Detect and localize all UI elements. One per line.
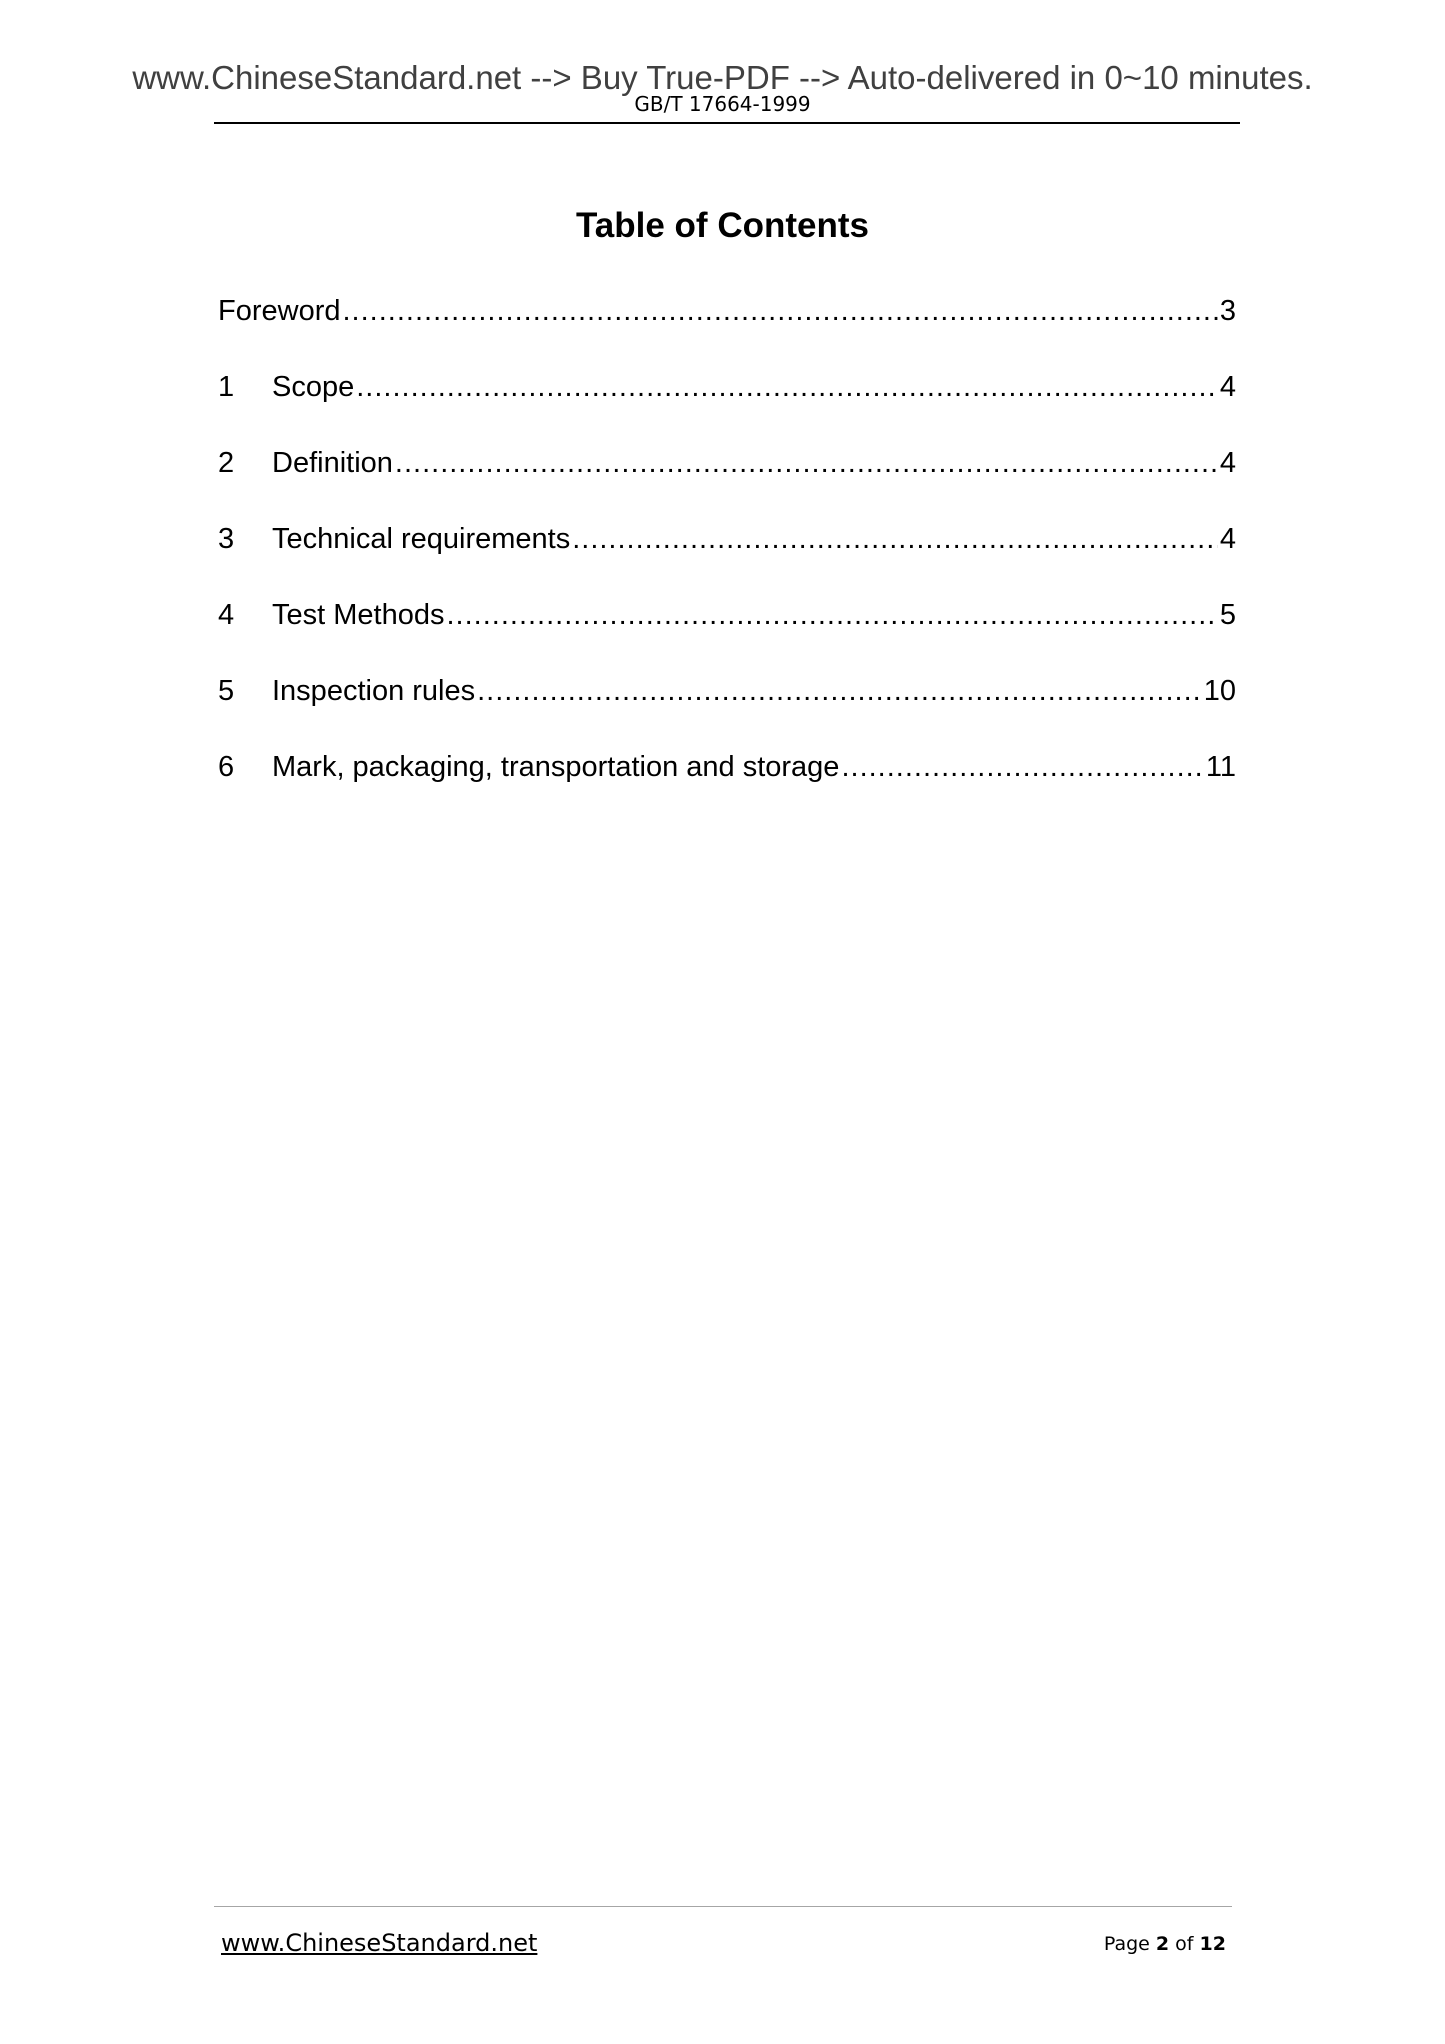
toc-entry-number: 2 <box>218 447 235 479</box>
toc-entry-page: 11 <box>1205 751 1236 783</box>
toc-entry-label: Scope <box>272 371 355 403</box>
toc-title: Table of Contents <box>576 206 869 245</box>
total-pages-number: 12 <box>1199 1933 1226 1955</box>
footer-site-link[interactable]: www.ChineseStandard.net <box>221 1929 538 1957</box>
toc-dot-leader <box>446 595 1217 635</box>
toc-entry-label: Test Methods <box>272 599 445 631</box>
current-page-number: 2 <box>1155 1933 1170 1955</box>
toc-entry-number: 1 <box>218 371 235 403</box>
toc-entry-label: Inspection rules <box>272 675 476 707</box>
page-indicator <box>1104 1932 1226 1956</box>
toc-dot-leader <box>841 747 1203 787</box>
toc-entry-label: Technical requirements <box>272 523 571 555</box>
toc-dot-leader <box>477 671 1202 711</box>
toc-entry-number: 6 <box>218 751 235 783</box>
toc-entry-page: 4 <box>1219 523 1236 555</box>
toc-entry-page: 4 <box>1219 447 1236 479</box>
toc-entry-inspection-rules[interactable] <box>218 671 1236 747</box>
toc-dot-leader <box>356 367 1218 407</box>
toc-entry-number: 4 <box>218 599 235 631</box>
toc-entry-technical-requirements[interactable] <box>218 519 1236 595</box>
toc-entry-page: 3 <box>1219 295 1236 327</box>
toc-entry-label: Foreword <box>218 295 341 327</box>
toc-dot-leader <box>395 443 1218 483</box>
toc-entry-number: 3 <box>218 523 235 555</box>
toc-entry-label: Definition <box>272 447 393 479</box>
header-divider <box>214 122 1240 124</box>
toc-entry-definition[interactable] <box>218 443 1236 519</box>
toc-dot-leader <box>572 519 1218 559</box>
toc-entry-scope[interactable] <box>218 367 1236 443</box>
toc-dot-leader <box>343 291 1218 331</box>
table-of-contents <box>218 291 1236 823</box>
toc-entry-foreword[interactable] <box>218 291 1236 367</box>
header-banner: www.ChineseStandard.net --> Buy True-PDF --> Auto-delivered in 0~10 minutes. <box>132 59 1313 96</box>
toc-entry-page: 5 <box>1219 599 1236 631</box>
toc-entry-label: Mark, packaging, transportation and storage <box>272 751 840 783</box>
toc-entry-page: 4 <box>1219 371 1236 403</box>
toc-entry-number: 5 <box>218 675 235 707</box>
standard-code: GB/T 17664-1999 <box>634 92 811 116</box>
toc-entry-mark-packaging[interactable] <box>218 747 1236 823</box>
of-word: of <box>1175 1933 1194 1955</box>
footer-divider <box>214 1906 1232 1907</box>
toc-entry-test-methods[interactable] <box>218 595 1236 671</box>
toc-entry-page: 10 <box>1203 675 1236 707</box>
page-word: Page <box>1103 1933 1150 1955</box>
